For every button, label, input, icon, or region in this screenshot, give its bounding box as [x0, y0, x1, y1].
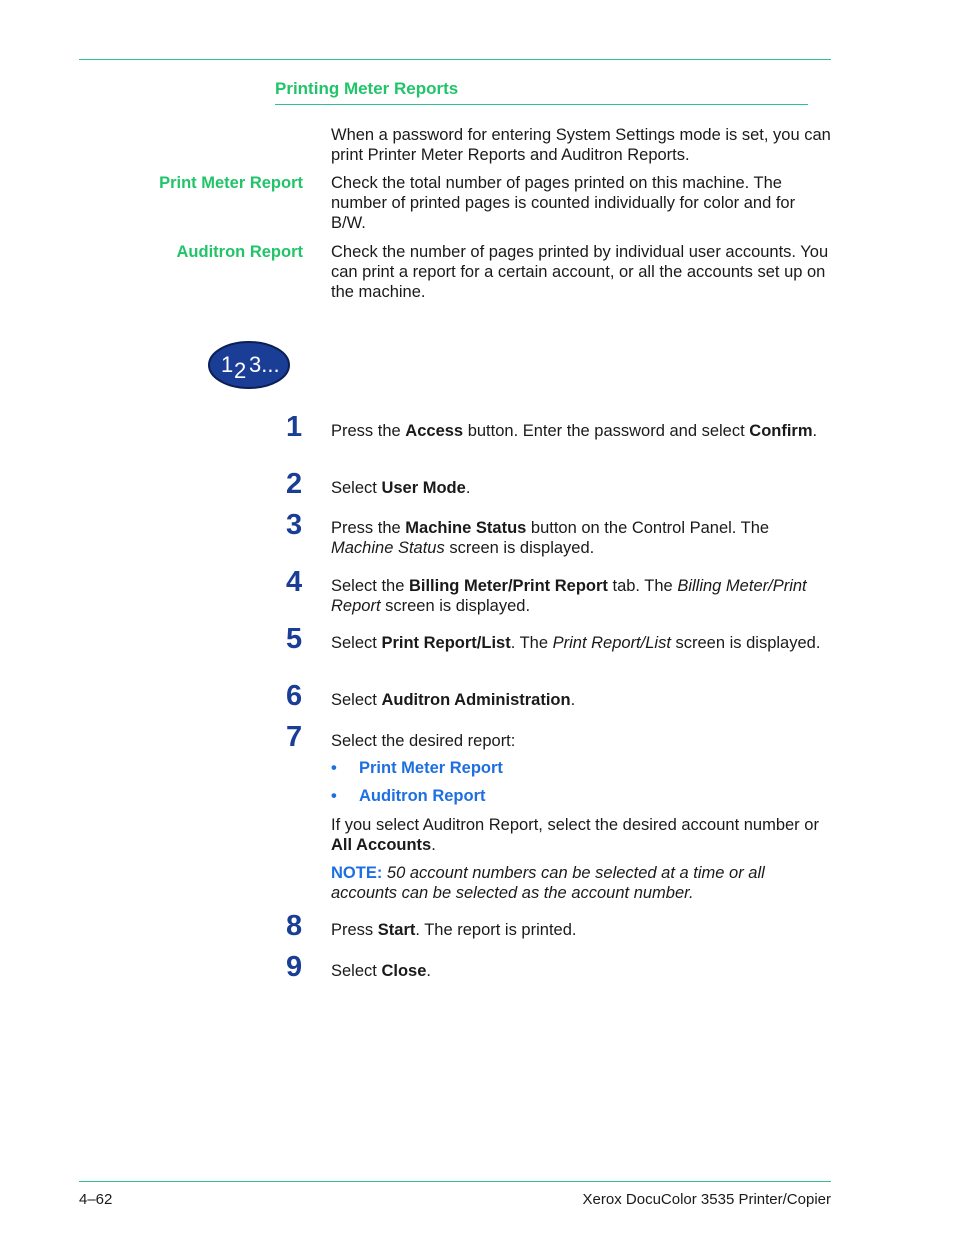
step-4-text: Select the Billing Meter/Print Report tab. The Billing Meter/Print Report screen is displayed. — [331, 577, 807, 615]
step-number-7: 7 — [286, 721, 303, 753]
icon-digit-2: 2 — [234, 358, 247, 383]
bullet-item-print-meter-report: • Print Meter Report — [331, 759, 503, 777]
section-title-rule — [275, 104, 808, 105]
step-1-text: Press the Access button. Enter the password and select Confirm. — [331, 422, 818, 440]
auditron-report-heading: Auditron Report — [176, 243, 303, 261]
bullet-dot: • — [331, 759, 337, 777]
step-7-text: Select the desired report: — [331, 732, 516, 750]
step-9-text: Select Close. — [331, 962, 431, 980]
step-number-1: 1 — [286, 411, 303, 443]
step-number-4: 4 — [286, 566, 303, 598]
bullet-item-auditron-report: • Auditron Report — [331, 787, 486, 805]
note-label: NOTE: — [331, 864, 383, 882]
product-name: Xerox DocuColor 3535 Printer/Copier — [582, 1191, 831, 1208]
step-6-text: Select Auditron Administration. — [331, 691, 576, 709]
step-number-3: 3 — [286, 509, 303, 541]
note — [331, 863, 831, 903]
step-2-text: Select User Mode. — [331, 479, 471, 497]
footer-rule — [79, 1181, 831, 1182]
intro-paragraph: When a password for entering System Settings mode is set, you can print Printer Meter Reports and Auditron Reports. — [331, 126, 831, 164]
step-number-8: 8 — [286, 910, 303, 942]
step-5-text: Select Print Report/List. The Print Report/List screen is displayed. — [331, 634, 821, 652]
top-rule — [79, 59, 831, 60]
print-meter-report-description: Check the total number of pages printed on this machine. The number of printed pages is counted individually for color and for B/W. — [331, 174, 796, 232]
step-number-2: 2 — [286, 468, 303, 500]
section-title: Printing Meter Reports — [275, 79, 459, 98]
step-7-followup: If you select Auditron Report, select the desired account number or All Accounts. — [331, 816, 819, 854]
icon-digit-3: 3... — [249, 352, 280, 377]
bullet-dot: • — [331, 787, 337, 805]
note-text: 50 account numbers can be selected at a time or all accounts can be selected as the account number. — [331, 864, 765, 902]
step-3-text: Press the Machine Status button on the Control Panel. The Machine Status screen is displayed. — [331, 519, 770, 557]
page-number: 4–62 — [79, 1191, 113, 1208]
icon-digit-1: 1 — [221, 352, 234, 377]
auditron-report-description: Check the number of pages printed by individual user accounts. You can print a report for a certain account, or all the accounts set up on the machine. — [331, 243, 829, 301]
step-number-5: 5 — [286, 623, 303, 655]
step-number-9: 9 — [286, 951, 303, 983]
steps-123-icon — [207, 340, 291, 390]
print-meter-report-heading: Print Meter Report — [159, 174, 303, 192]
step-number-6: 6 — [286, 680, 303, 712]
step-8-text: Press Start. The report is printed. — [331, 921, 577, 939]
